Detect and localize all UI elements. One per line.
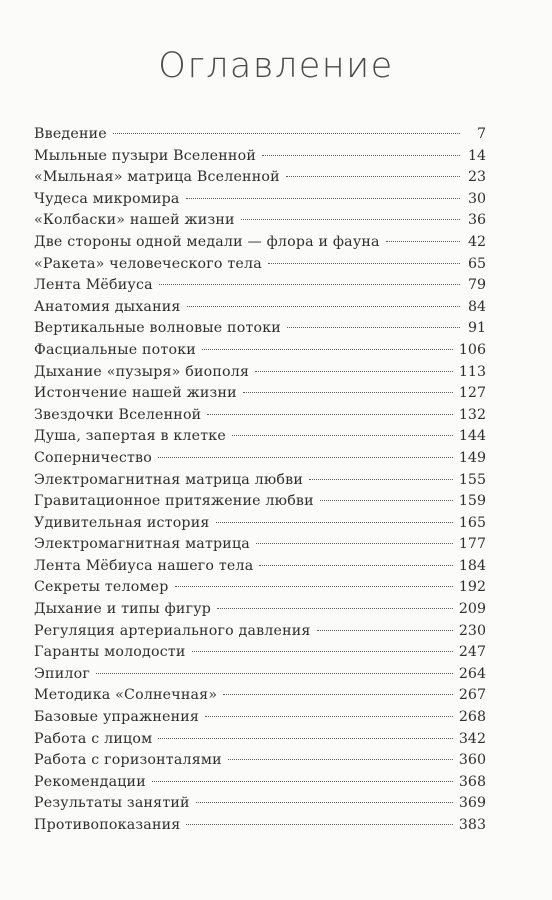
dot-leader [286, 176, 460, 177]
dot-leader [259, 565, 453, 566]
dot-leader [192, 651, 453, 652]
toc-entry-title: Гравитационное притяжение любви [34, 493, 314, 510]
toc-entry-title: Работа с горизонталями [34, 752, 222, 769]
toc-entry [34, 470, 486, 492]
toc-entry-title: Результаты занятий [34, 795, 190, 812]
toc-entry-page-number: 36 [467, 212, 486, 229]
toc-entry-title: Анатомия дыхания [34, 298, 181, 315]
dot-leader [152, 781, 453, 782]
dot-leader [159, 284, 460, 285]
dot-leader [96, 673, 453, 674]
dot-leader [187, 306, 460, 307]
toc-entry-title: Работа с лицом [34, 730, 153, 747]
toc-entry-title: Лента Мёбиуса [34, 277, 153, 294]
toc-entry-title: Дыхание и типы фигур [34, 601, 212, 618]
toc-entry [34, 405, 486, 427]
toc-entry-page-number: 209 [458, 601, 486, 618]
toc-entry-title: Дыхание «пузыря» биополя [34, 363, 250, 380]
toc-entry [34, 491, 486, 513]
toc-entry-title: Мыльные пузыри Вселенной [34, 147, 256, 164]
dot-leader [255, 371, 453, 372]
toc-entry-page-number: 14 [467, 147, 486, 164]
toc-entry-title: Электромагнитная матрица [34, 536, 250, 553]
toc-entry-page-number: 368 [458, 773, 486, 790]
dot-leader [256, 543, 453, 544]
toc-entry [34, 232, 486, 254]
toc-entry-page-number: 84 [467, 298, 486, 315]
toc-entry-page-number: 65 [467, 255, 486, 272]
dot-leader [262, 155, 460, 156]
dot-leader [186, 198, 460, 199]
toc-entry-title: Истончение нашей жизни [34, 385, 237, 402]
toc-entry-title: Удивительная история [34, 514, 210, 531]
toc-entry [34, 318, 486, 340]
toc-entry-page-number: 383 [458, 817, 486, 833]
toc-entry [34, 254, 486, 276]
dot-leader [241, 219, 460, 220]
dot-leader [243, 392, 453, 393]
toc-entry-page-number: 342 [458, 730, 486, 747]
toc-entry-title: Электромагнитная матрица любви [34, 471, 303, 488]
dot-leader [158, 738, 453, 739]
toc-entry-page-number: 267 [458, 687, 486, 704]
dot-leader [217, 608, 453, 609]
toc-entry-page-number: 247 [458, 644, 486, 661]
toc-entry [34, 534, 486, 556]
toc-entry-page-number: 132 [458, 406, 486, 423]
dot-leader [175, 586, 453, 587]
toc-entry [34, 577, 486, 599]
toc-entry-title: Эпилог [34, 665, 90, 682]
toc-entry [34, 621, 486, 643]
toc-entry-page-number: 144 [458, 428, 486, 445]
toc-entry-page-number: 165 [458, 514, 486, 531]
dot-leader [228, 759, 453, 760]
toc-entry [34, 189, 486, 211]
toc-entry-page-number: 159 [458, 493, 486, 510]
dot-leader [186, 824, 452, 825]
toc-entry [34, 793, 486, 815]
toc-entry-title: Соперничество [34, 449, 152, 466]
toc-entry-title: Вертикальные волновые потоки [34, 320, 281, 337]
toc-entry [34, 124, 486, 146]
toc-entry-title: Звездочки Вселенной [34, 406, 202, 423]
toc-entry-title: Чудеса микромира [34, 190, 180, 207]
toc-entry-page-number: 192 [458, 579, 486, 596]
toc-entry-page-number: 177 [458, 536, 486, 553]
toc-entry-page-number: 7 [476, 126, 486, 142]
toc-entry [34, 275, 486, 297]
toc-entry-title: Две стороны одной медали — флора и фауна [34, 233, 380, 250]
toc-entry [34, 664, 486, 686]
toc-entry [34, 750, 486, 772]
dot-leader [223, 694, 453, 695]
toc-entry-page-number: 268 [458, 709, 486, 726]
toc-entry [34, 599, 486, 621]
dot-leader [320, 500, 453, 501]
dot-leader [113, 133, 460, 134]
toc-entry [34, 448, 486, 470]
dot-leader [196, 802, 453, 803]
toc-entry-page-number: 30 [467, 190, 486, 207]
dot-leader [232, 435, 453, 436]
toc-entry-page-number: 91 [467, 320, 486, 337]
dot-leader [287, 327, 460, 328]
toc-entry-title: Базовые упражнения [34, 709, 200, 726]
toc-entry [34, 815, 486, 837]
table-of-contents [34, 124, 486, 837]
toc-entry [34, 383, 486, 405]
toc-entry-title: Рекомендации [34, 773, 146, 790]
toc-entry-title: «Ракета» человеческого тела [34, 255, 262, 272]
toc-entry-page-number: 149 [458, 449, 486, 466]
toc-entry [34, 707, 486, 729]
toc-entry [34, 772, 486, 794]
dot-leader [317, 630, 453, 631]
dot-leader [205, 716, 453, 717]
toc-entry-page-number: 230 [458, 622, 486, 639]
toc-entry-title: Регуляция артериального давления [34, 622, 311, 639]
toc-entry [34, 210, 486, 232]
toc-entry-page-number: 42 [467, 233, 486, 250]
toc-entry-page-number: 113 [458, 363, 486, 380]
toc-entry-page-number: 184 [458, 557, 486, 574]
toc-entry-title: Противопоказания [34, 817, 181, 833]
toc-entry [34, 685, 486, 707]
toc-entry [34, 167, 486, 189]
dot-leader [202, 349, 453, 350]
toc-entry-title: Гаранты молодости [34, 644, 186, 661]
toc-entry [34, 729, 486, 751]
toc-entry-title: Секреты теломер [34, 579, 169, 596]
toc-entry [34, 146, 486, 168]
toc-entry [34, 340, 486, 362]
toc-entry-page-number: 360 [458, 752, 486, 769]
toc-entry-page-number: 127 [458, 385, 486, 402]
toc-entry-title: «Мыльная» матрица Вселенной [34, 169, 280, 186]
toc-entry-title: Фасциальные потоки [34, 341, 196, 358]
toc-entry-page-number: 369 [458, 795, 486, 812]
toc-entry-page-number: 106 [458, 341, 486, 358]
toc-entry-page-number: 23 [467, 169, 486, 186]
toc-entry-title: Душа, запертая в клетке [34, 428, 226, 445]
toc-entry [34, 426, 486, 448]
dot-leader [158, 457, 453, 458]
toc-entry [34, 362, 486, 384]
toc-entry [34, 297, 486, 319]
toc-entry-title: Введение [34, 126, 107, 142]
toc-entry [34, 513, 486, 535]
dot-leader [268, 263, 460, 264]
toc-entry-title: Лента Мёбиуса нашего тела [34, 557, 254, 574]
toc-entry [34, 556, 486, 578]
toc-entry-title: Методика «Солнечная» [34, 687, 218, 704]
toc-entry-page-number: 155 [458, 471, 486, 488]
toc-entry-page-number: 264 [458, 665, 486, 682]
toc-entry [34, 642, 486, 664]
page-title: Оглавление [158, 46, 394, 86]
dot-leader [216, 522, 453, 523]
dot-leader [207, 414, 453, 415]
dot-leader [309, 479, 453, 480]
dot-leader [386, 241, 460, 242]
toc-entry-page-number: 79 [467, 277, 486, 294]
toc-entry-title: «Колбаски» нашей жизни [34, 212, 235, 229]
